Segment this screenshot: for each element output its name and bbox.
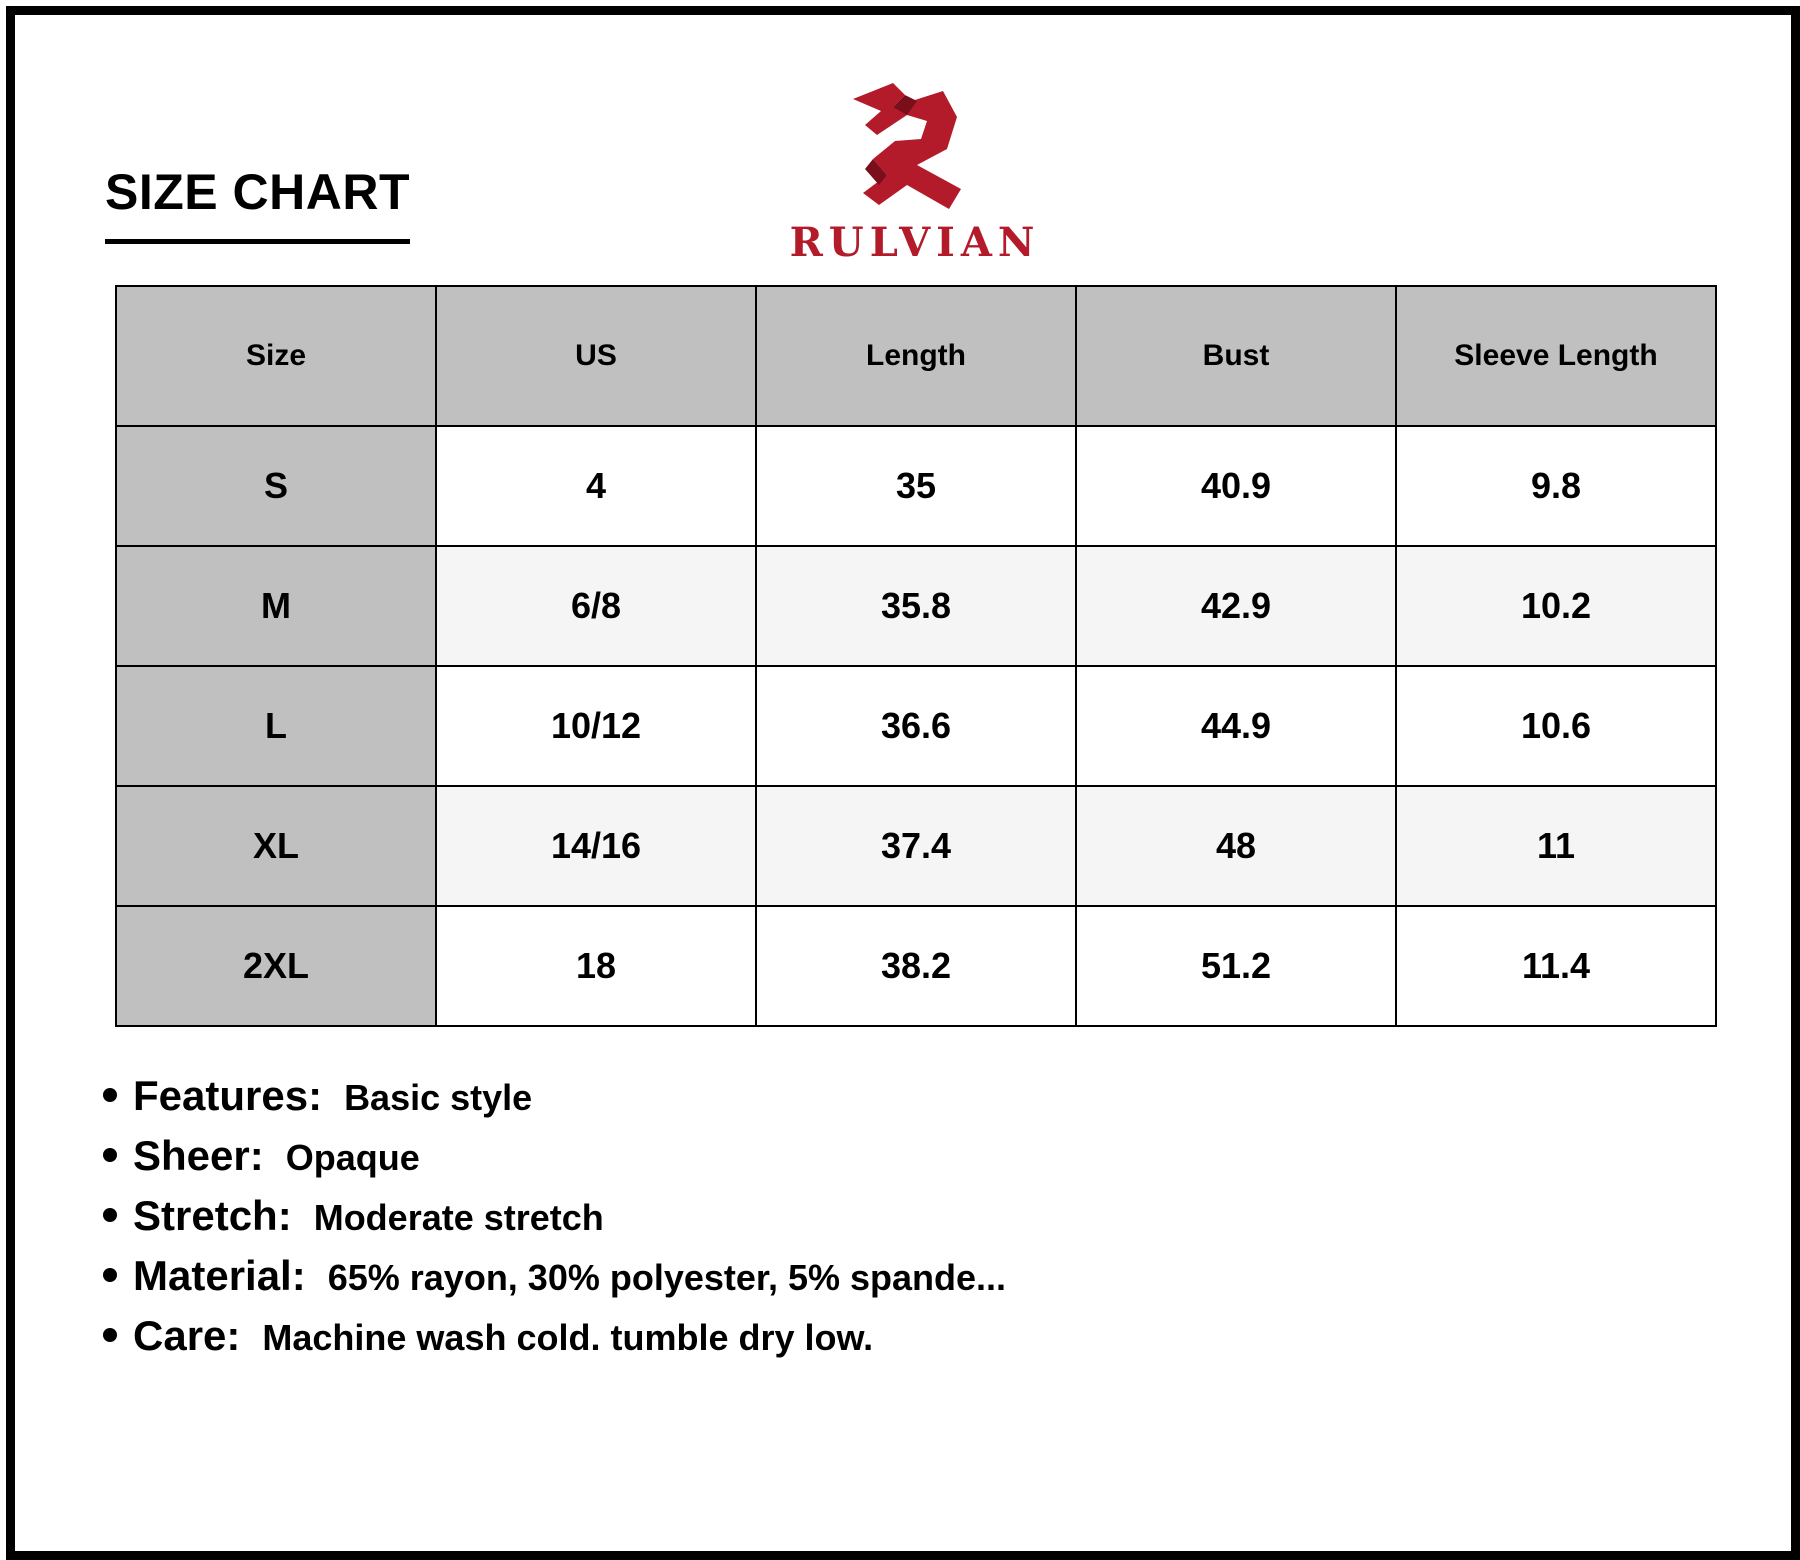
cell-sleeve-length: 9.8 bbox=[1396, 426, 1716, 546]
feature-value: Moderate stretch bbox=[313, 1197, 604, 1238]
page-title: SIZE CHART bbox=[105, 163, 410, 244]
feature-label: Care: bbox=[133, 1312, 241, 1359]
bullet-icon bbox=[103, 1268, 117, 1282]
cell-sleeve-length: 11 bbox=[1396, 786, 1716, 906]
feature-value: Opaque bbox=[285, 1137, 420, 1178]
table-header-row bbox=[116, 286, 1716, 426]
cell-length: 35 bbox=[756, 426, 1076, 546]
rulvian-r-logo-icon bbox=[835, 77, 995, 217]
list-item bbox=[103, 1252, 1006, 1312]
table-row bbox=[116, 546, 1716, 666]
cell-size: 2XL bbox=[116, 906, 436, 1026]
header-us: US bbox=[436, 286, 756, 426]
feature-label: Sheer: bbox=[133, 1132, 264, 1179]
feature-label: Stretch: bbox=[133, 1192, 292, 1239]
cell-size: M bbox=[116, 546, 436, 666]
feature-value: Basic style bbox=[344, 1077, 533, 1118]
cell-length: 38.2 bbox=[756, 906, 1076, 1026]
cell-us: 14/16 bbox=[436, 786, 756, 906]
feature-label: Features: bbox=[133, 1072, 323, 1119]
cell-bust: 48 bbox=[1076, 786, 1396, 906]
feature-label: Material: bbox=[133, 1252, 306, 1299]
table-row bbox=[116, 786, 1716, 906]
size-table bbox=[115, 285, 1717, 1027]
cell-length: 36.6 bbox=[756, 666, 1076, 786]
cell-bust: 51.2 bbox=[1076, 906, 1396, 1026]
brand-logo bbox=[785, 77, 1045, 267]
header-length: Length bbox=[756, 286, 1076, 426]
bullet-icon bbox=[103, 1208, 117, 1222]
table-row bbox=[116, 666, 1716, 786]
cell-sleeve-length: 11.4 bbox=[1396, 906, 1716, 1026]
cell-bust: 42.9 bbox=[1076, 546, 1396, 666]
cell-length: 35.8 bbox=[756, 546, 1076, 666]
brand-name: RULVIAN bbox=[789, 219, 1041, 266]
cell-us: 10/12 bbox=[436, 666, 756, 786]
cell-size: L bbox=[116, 666, 436, 786]
header-size: Size bbox=[116, 286, 436, 426]
feature-list bbox=[103, 1072, 1006, 1372]
header-sleeve-length: Sleeve Length bbox=[1396, 286, 1716, 426]
table-row bbox=[116, 906, 1716, 1026]
feature-value: Machine wash cold. tumble dry low. bbox=[262, 1317, 874, 1358]
cell-us: 6/8 bbox=[436, 546, 756, 666]
feature-value: 65% rayon, 30% polyester, 5% spande... bbox=[327, 1257, 1007, 1298]
header-bust: Bust bbox=[1076, 286, 1396, 426]
cell-us: 18 bbox=[436, 906, 756, 1026]
cell-size: S bbox=[116, 426, 436, 546]
cell-sleeve-length: 10.6 bbox=[1396, 666, 1716, 786]
cell-sleeve-length: 10.2 bbox=[1396, 546, 1716, 666]
cell-size: XL bbox=[116, 786, 436, 906]
list-item bbox=[103, 1312, 1006, 1372]
bullet-icon bbox=[103, 1088, 117, 1102]
table-row bbox=[116, 426, 1716, 546]
page-frame bbox=[6, 6, 1800, 1560]
cell-bust: 40.9 bbox=[1076, 426, 1396, 546]
cell-bust: 44.9 bbox=[1076, 666, 1396, 786]
list-item bbox=[103, 1192, 1006, 1252]
bullet-icon bbox=[103, 1328, 117, 1342]
list-item bbox=[103, 1072, 1006, 1132]
cell-us: 4 bbox=[436, 426, 756, 546]
bullet-icon bbox=[103, 1148, 117, 1162]
list-item bbox=[103, 1132, 1006, 1192]
cell-length: 37.4 bbox=[756, 786, 1076, 906]
